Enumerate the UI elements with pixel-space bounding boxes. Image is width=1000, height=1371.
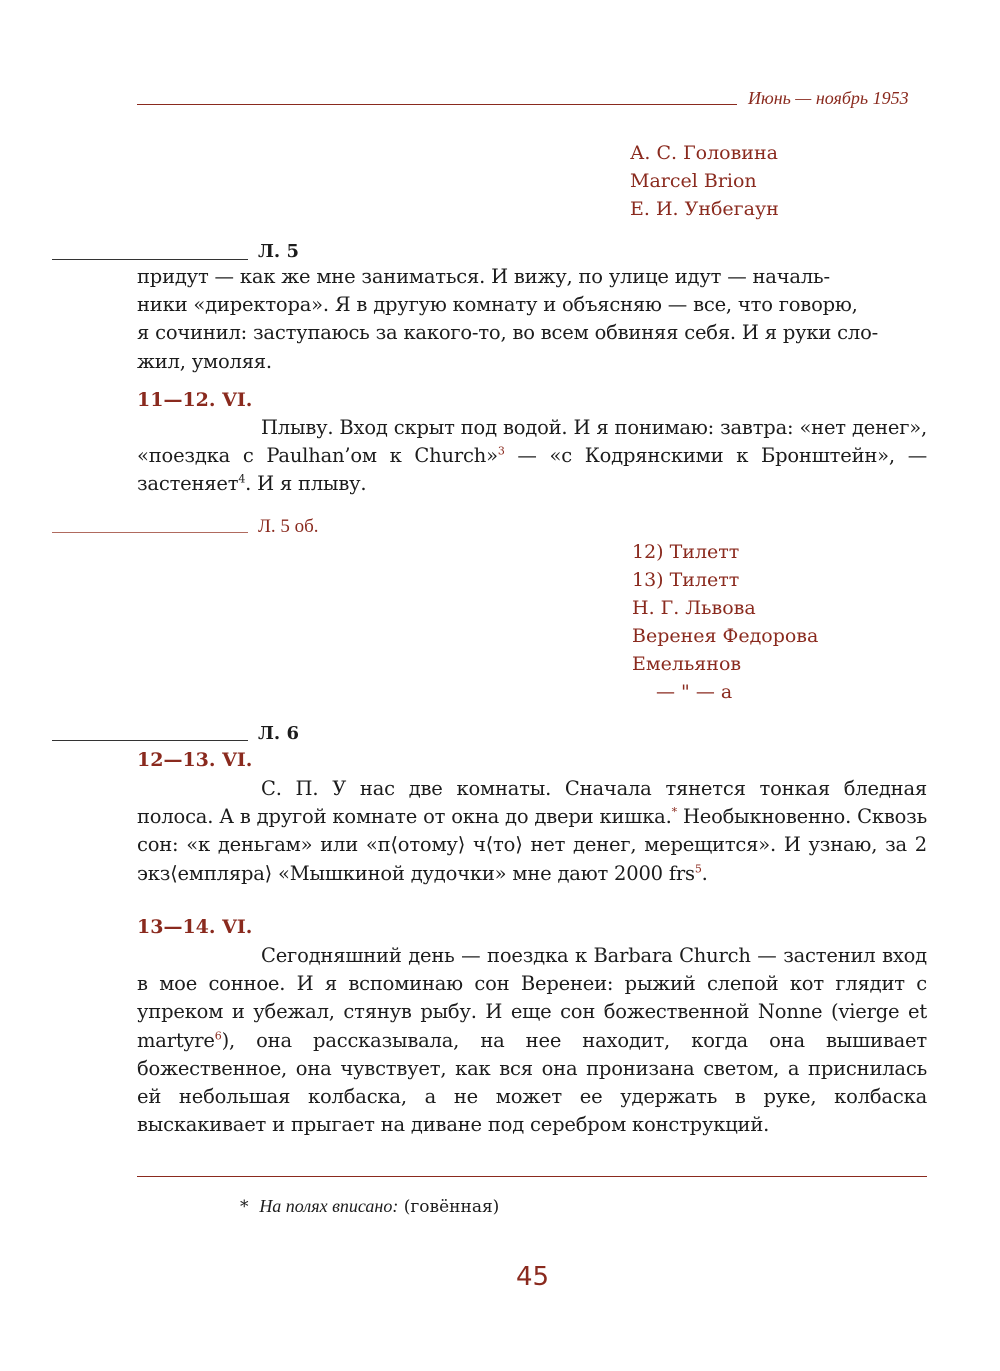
leaf-label: Л. 5 — [258, 241, 299, 262]
leaf-label: Л. 6 — [258, 723, 299, 744]
text: — «с Кодрянскими к Бронштейн», — застеняет — [137, 444, 927, 496]
name-list-1 — [630, 139, 779, 223]
footnote-text: (говённая) — [403, 1197, 500, 1217]
line: я сочинил: заступаюсь за какого-то, во всем обвиняя себя. И я руки сло- — [137, 321, 879, 345]
paragraph-1 — [137, 263, 927, 376]
entry-date: 13—14. VI. — [137, 916, 253, 938]
footnote-rule — [137, 1176, 927, 1177]
leaf-label: Л. 5 об. — [258, 516, 319, 537]
list-item: Н. Г. Львова — [632, 597, 756, 619]
text: ), она рассказывала, на нее находит, когда она вышивает божественное, она чувствует, как вся она пронизана светом, а приснилась ей небольшая колбаска, а не может ее удержать в руке, колбаска выскакивает и прыгает на диване под серебром конструкций. — [137, 1028, 927, 1137]
note-ref: 6 — [214, 1029, 222, 1043]
leaf-rule — [52, 532, 248, 533]
note-ref: 5 — [694, 862, 702, 876]
text: Сегодняшний день — поездка к Barbara Church — застенил вход в мое сонное. И я вспоминаю сон Веренеи: рыжий слепой кот глядит с упреком и убежал, стянув рыбу. И еще сон божественной Nonne (vierge et martyre — [137, 944, 927, 1052]
list-item: Е. И. Унбегаун — [630, 198, 779, 220]
page-number: 45 — [516, 1262, 550, 1292]
line: придут — как же мне заниматься. И вижу, по улице идут — началь- — [137, 265, 830, 288]
entry-date: 12—13. VI. — [137, 749, 253, 771]
list-item: — " — а — [656, 681, 733, 703]
text: Необыкновенно. Сквозь сон: «к деньгам» или «п⟨отому⟩ ч⟨то⟩ нет денег, мерещится». И узнаю, за 2 экз⟨емпляра⟩ «Мышкиной дудочки» мне дают 2000 frs — [137, 805, 927, 885]
note-ref: 3 — [497, 444, 505, 458]
text: . — [701, 861, 708, 885]
line: жил, умоляя. — [137, 349, 272, 373]
text: . И я плыву. — [245, 472, 367, 496]
header-rule — [137, 104, 737, 105]
list-item: Marcel Brion — [630, 170, 757, 192]
leaf-rule — [52, 740, 248, 741]
footnote-mark: * — [240, 1197, 249, 1217]
line: ники «директора». Я в другую комнату и объясняю — все, что говорю, — [137, 293, 858, 317]
list-item: 12) Тилетт — [632, 541, 740, 563]
paragraph-2 — [137, 414, 927, 499]
footnote-label: На полях вписано: — [259, 1196, 399, 1216]
paragraph-4 — [137, 942, 927, 1139]
list-item: 13) Тилетт — [632, 569, 740, 591]
entry-date: 11—12. VI. — [137, 389, 253, 411]
list-item: Веренея Федорова — [632, 625, 819, 647]
list-item: А. С. Головина — [630, 142, 778, 164]
name-list-2 — [632, 538, 818, 706]
leaf-rule — [52, 259, 248, 260]
asterisk-ref: * — [671, 805, 677, 819]
running-title: Июнь — ноябрь 1953 — [748, 88, 909, 108]
note-ref: 4 — [238, 472, 246, 486]
footnote — [240, 1196, 499, 1217]
paragraph-3 — [137, 775, 927, 888]
text: Плыву. Вход скрыт под водой. И я понимаю: завтра: «нет денег», «поездка с Paulhan’ом к Church» — [137, 416, 927, 468]
text: С. П. У нас две комнаты. Сначала тянется тонкая бледная полоса. А в другой комнате от окна до двери кишка. — [137, 777, 927, 829]
list-item: Емельянов — [632, 653, 742, 675]
